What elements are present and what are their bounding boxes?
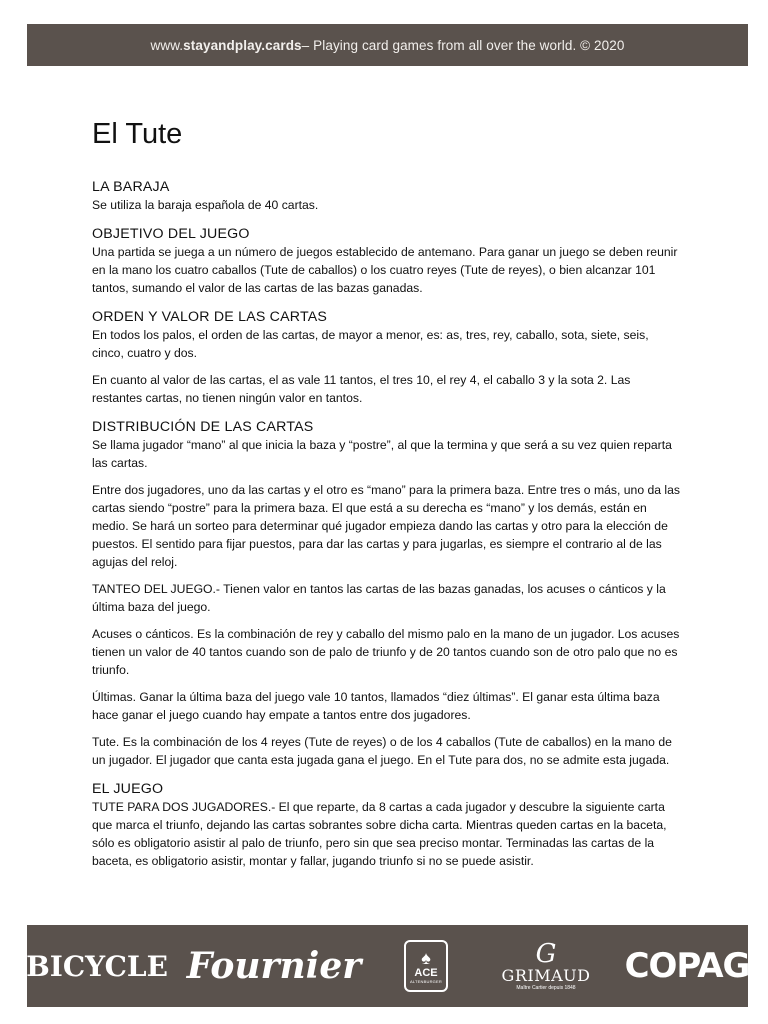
header-tagline: – Playing card games from all over the world. © 2020: [301, 37, 625, 53]
paragraph: En cuanto al valor de las cartas, el as vale 11 tantos, el tres 10, el rey 4, el caballo 3 y la sota 2. Las restantes cartas, no tienen ningún valor en tantos.: [92, 373, 631, 405]
ace-logo: [399, 925, 453, 1007]
site-header-banner: [27, 24, 748, 66]
section-objetivo: [92, 225, 680, 297]
paragraph: Se utiliza la baraja española de 40 cartas.: [92, 198, 319, 212]
bicycle-logo-text: BICYCLE: [26, 949, 168, 983]
section-heading: DISTRIBUCIÓN DE LAS CARTAS: [92, 419, 314, 435]
section-distribucion: [92, 418, 680, 769]
paragraph: Últimas. Ganar la última baza del juego vale 10 tantos, llamados “diez últimas”. El ganar esta última baza hace ganar el juego cuando hay empate a tantos entre dos jugadores.: [92, 690, 660, 722]
paragraph: TUTE PARA DOS JUGADORES.- El que reparte, da 8 cartas a cada jugador y descubre la siguiente carta que marca el triunfo, dejando las cartas sobrantes sobre dicha carta. Mientras queden cartas en la baceta, sólo es obligatorio asistir al palo de triunfo, pero sin que sea preciso montar. Terminadas las cartas de la baceta, es obligatorio asistir, montar y fallar, jugando triunfo si no se puede asistir.: [92, 800, 667, 868]
paragraph: Una partida se juega a un número de juegos establecido de antemano. Para ganar un juego se deben reunir en la mano los cuatro caballos (Tute de caballos) o los cuatro reyes (Tute de reyes), o bien alcanzar 101 tantos, sumando el valor de las cartas de las bazas ganadas.: [92, 245, 678, 295]
grimaud-logo-text: GRIMAUD: [501, 965, 591, 985]
bicycle-logo: [26, 925, 168, 1007]
sponsor-logos-banner: [27, 925, 748, 1007]
ace-logo-subtext: ALTENBURGER: [410, 978, 442, 984]
page-title: El Tute: [92, 118, 183, 150]
paragraph: TANTEO DEL JUEGO.- Tienen valor en tantos las cartas de las bazas ganadas, los acuses o cánticos y la última baza del juego.: [92, 582, 666, 614]
paragraph: Entre dos jugadores, uno da las cartas y el otro es “mano” para la primera baza. Entre tres o más, uno da las cartas siendo “postre” para la primera baza. El que está a su derecha es “mano” y los demás, están en medio. Se hará un sorteo para determinar qué jugador empieza dando las cartas y otro para la elección de puestos. El sentido para fijar puestos, para dar las cartas y para jugarlas, es siempre el contrario al de las agujas del reloj.: [92, 483, 681, 569]
header-prefix: www.: [150, 37, 184, 53]
section-el-juego: [92, 780, 680, 870]
section-heading: ORDEN Y VALOR DE LAS CARTAS: [92, 309, 328, 325]
section-orden-valor: [92, 308, 680, 407]
section-heading: LA BARAJA: [92, 179, 170, 195]
fournier-logo: [186, 925, 362, 1007]
copag-logo-text: COPAG: [624, 946, 750, 986]
ace-logo-text: ACE: [414, 966, 438, 979]
header-site-link[interactable]: stayandplay.cards: [183, 37, 302, 53]
grimaud-tagline: Maître Cartier depuis 1848: [516, 984, 576, 991]
ace-badge: [404, 940, 448, 992]
grimaud-logo: [497, 925, 595, 1007]
paragraph: Tute. Es la combinación de los 4 reyes (Tute de reyes) o de los 4 caballos (Tute de caballos) en la mano de un jugador. El jugador que canta esta jugada gana el juego. En el Tute para dos, no se admite esta jugada.: [92, 735, 672, 767]
grimaud-monogram-icon: G: [535, 938, 557, 969]
section-heading: EL JUEGO: [92, 781, 164, 797]
paragraph: En todos los palos, el orden de las cartas, de mayor a menor, es: as, tres, rey, caballo, sota, siete, seis, cinco, cuatro y dos.: [92, 328, 649, 360]
copag-logo: [624, 925, 750, 1007]
paragraph: Se llama jugador “mano” al que inicia la baza y “postre”, al que la termina y que será a su vez quien reparta las cartas.: [92, 438, 672, 470]
paragraph: Acuses o cánticos. Es la combinación de rey y caballo del mismo palo en la mano de un jugador. Los acuses tienen un valor de 40 tantos cuando son de palo de triunfo y de 20 tantos cuando son de otro palo que no es triunfo.: [92, 627, 680, 677]
spade-icon: ♠: [421, 947, 431, 968]
section-heading: OBJETIVO DEL JUEGO: [92, 226, 250, 242]
fournier-logo-text: Fournier: [186, 945, 362, 987]
section-la-baraja: [92, 178, 680, 214]
document-body: [92, 116, 680, 870]
